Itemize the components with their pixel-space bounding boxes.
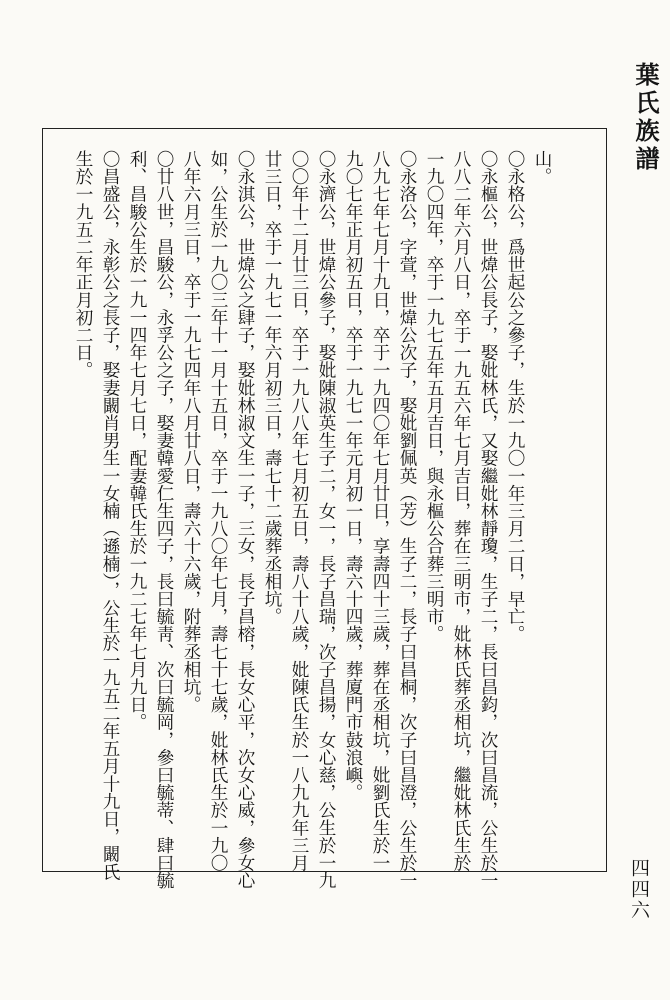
text-column: 八八二年六月八日，卒于一九五六年七月吉日，葬在三明市，妣林氏葬丞相坑，繼妣林氏生於: [451, 150, 471, 872]
text-column: 一九〇四年，卒于一九七五年五月吉日，與永樞公合葬三明市。: [424, 150, 444, 643]
text-column: 〇廿八世，昌駿公，永孚公之子，娶妻韓愛仁生四子，長曰毓靑、次曰毓岡，參曰毓蒂、肆曰毓: [154, 150, 174, 890]
text-column: 〇永樞公，世煒公長子，娶妣林氏，又娶繼妣林靜瓊，生子二，長曰昌鈞，次曰昌流，公生於一: [478, 150, 498, 890]
text-column: 生於一九五二年正月初二日。: [73, 150, 93, 379]
text-column: 如，公生於一九〇三年十一月十五日，卒于一九八〇年七月，壽七十七歲，妣林氏生於一九〇: [208, 150, 228, 872]
page-header-title: 葉氏族譜: [631, 62, 660, 174]
text-column: 山。: [532, 150, 552, 186]
text-column: 〇昌盛公，永彰公之長子，娶妻闞肖男生一女楠（遜楠），公生於一九五二年五月十九日，闞氏: [100, 150, 120, 881]
text-column: 〇永格公，爲世起公之參子，生於一九〇一年三月二日，早亡。: [505, 150, 525, 643]
text-column: 利、昌駿公生於一九一四年七月七日，配妻韓氏生於一九二七年七月九日。: [127, 150, 147, 731]
text-column: 八年六月三日，卒于一九七四年八月廿八日，壽六十六歲，附葬丞相坑。: [181, 150, 201, 714]
text-column: 九〇七年正月初五日，卒于一九七一年元月初一日，壽六十四歲，葬廈門市鼓浪嶼。: [343, 150, 363, 802]
page-number: 四四六: [628, 858, 650, 921]
text-column: 〇〇年十二月廿三日，卒于一九八八年七月初五日，壽八十八歲，妣陳氏生於一八九九年三月: [289, 150, 309, 872]
text-column: 〇永淇公，世煒公之肆子，娶妣林淑文生一子，三女，長子昌榕，長女心平，次女心威，參女心: [235, 150, 255, 890]
text-column: 廿三日，卒于一九七一年六月初三日，壽七十二歲葬丞相坑。: [262, 150, 282, 626]
text-column: 八九七年七月十九日，卒于一九四〇年七月廿日，享壽四十三歲，葬在丞相坑，妣劉氏生於一: [370, 150, 390, 872]
text-column: 〇永濟公，世煒公參子，娶妣陳淑英生子二，女一，長子昌瑞，次子昌揚，女心慈，公生於一九: [316, 150, 336, 890]
text-column: 〇永洛公，字萱，世煒公次子，娶妣劉佩英（芳）生子二，長子曰昌桐，次子曰昌澄，公生於一: [397, 150, 417, 890]
